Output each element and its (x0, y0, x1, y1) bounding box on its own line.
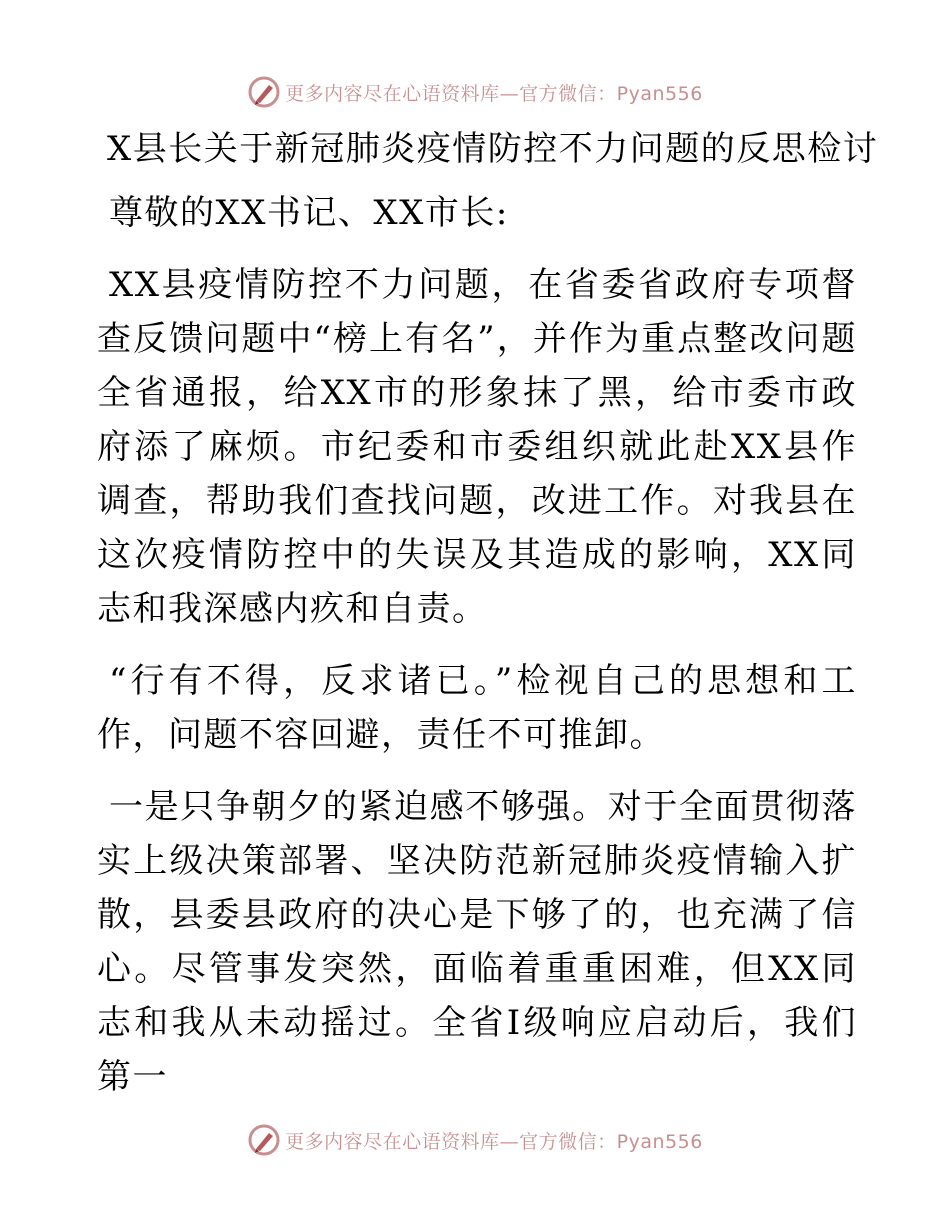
paragraph-1: XX县疫情防控不力问题，在省委省政府专项督查反馈问题中“榜上有名”，并作为重点整改问题全省通报，给XX市的形象抹了黑，给市委市政府添了麻烦。市纪委和市委组织就此赴XX县作调查，帮助我们查找问题，改进工作。对我县在这次疫情防控中的失误及其造成的影响，XX同志和我深感内疚和自责。 (97, 265, 857, 629)
pen-logo-icon (247, 75, 281, 109)
document-title: X县长关于新冠肺炎疫情防控不力问题的反思检讨 (107, 129, 879, 169)
watermark-header (0, 72, 950, 112)
watermark-footer (0, 1120, 950, 1160)
salutation: 尊敬的XX书记、XX市长: (109, 193, 509, 233)
paragraph-2: “行有不得，反求诸已。”检视自己的思想和工作，问题不容回避，责任不可推卸。 (97, 661, 857, 755)
paragraph-3: 一是只争朝夕的紧迫感不够强。对于全面贯彻落实上级决策部署、坚决防范新冠肺炎疫情输入扩散，县委县政府的决心是下够了的，也充满了信心。尽管事发突然，面临着重重困难，但XX同志和我从未动摇过。全省Ⅰ级响应启动后，我们第一 (97, 787, 857, 1097)
watermark-text: 更多内容尽在心语资料库—官方微信：Pyan556 (285, 1130, 703, 1153)
document-body (97, 122, 879, 1122)
pen-logo-icon (247, 1123, 281, 1157)
watermark-text: 更多内容尽在心语资料库—官方微信：Pyan556 (285, 82, 703, 105)
